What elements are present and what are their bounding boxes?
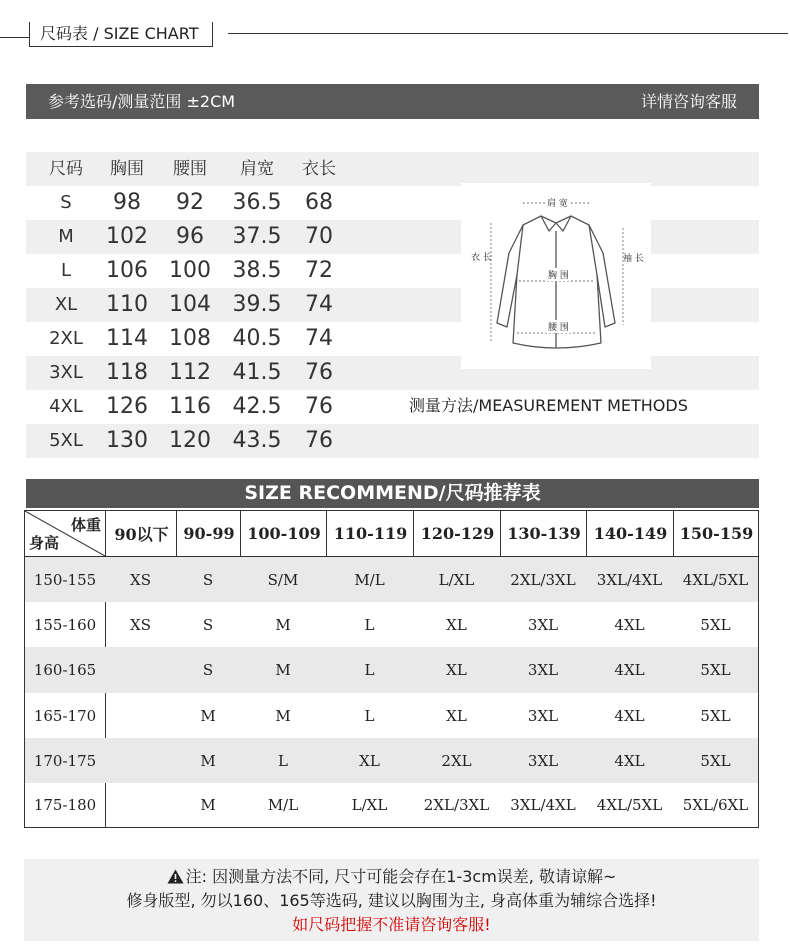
- size-cell: S: [60, 192, 72, 213]
- length-cell: 76: [305, 428, 333, 453]
- size-cell: 3XL/4XL: [510, 796, 576, 814]
- waist-cell: 92: [176, 190, 204, 215]
- size-cell: XL: [446, 615, 467, 634]
- waist-cell: 108: [169, 326, 211, 351]
- size-cell: M: [200, 706, 216, 725]
- size-cell: 3XL: [527, 751, 559, 770]
- height-row: [25, 647, 758, 693]
- waist-cell: 120: [169, 428, 211, 453]
- waist-cell: 104: [169, 292, 211, 317]
- length-cell: 76: [305, 360, 333, 385]
- size-cell: 5XL: [700, 615, 731, 634]
- height-cell: 150-155: [33, 570, 97, 589]
- size-cell: L/XL: [438, 570, 475, 589]
- size-recommend-title: SIZE RECOMMEND/尺码推荐表: [26, 479, 759, 508]
- length-cell: 70: [305, 224, 333, 249]
- size-cell: 2XL/3XL: [510, 570, 576, 589]
- banner-left-text: 参考选码/测量范围 ±2CM: [48, 92, 236, 111]
- size-cell: M: [275, 661, 291, 679]
- size-cell: 3XL: [49, 362, 83, 383]
- size-cell: M: [58, 226, 74, 247]
- length-cell: 74: [305, 292, 333, 317]
- chest-cell: 98: [113, 190, 141, 215]
- measurement-methods-label: 测量方法/MEASUREMENT METHODS: [409, 396, 688, 415]
- size-cell: M: [200, 796, 216, 814]
- weight-header-row: [25, 511, 758, 557]
- size-cell: S/M: [267, 570, 299, 589]
- shirt-measurement-diagram-icon: [461, 183, 651, 369]
- size-cell: M: [275, 706, 291, 725]
- size-cell: S: [202, 570, 214, 589]
- warning-triangle-icon: [167, 869, 184, 888]
- measurement-row: [26, 424, 759, 458]
- waist-cell: 100: [169, 258, 211, 283]
- size-recommend-table: [24, 510, 759, 828]
- size-cell: L: [364, 615, 375, 634]
- waist-label: 腰 围: [546, 320, 571, 333]
- weight-header: 110-119: [326, 511, 414, 556]
- header-chest: 胸围: [110, 159, 144, 179]
- chest-cell: 110: [106, 292, 148, 317]
- note-line-3: 如尺码把握不准请咨询客服!: [292, 915, 491, 934]
- height-row: [25, 693, 758, 738]
- length-label: 衣 长: [471, 253, 492, 263]
- weight-header: 90以下: [105, 511, 177, 556]
- height-row: [25, 783, 758, 827]
- size-cell: 5XL: [49, 430, 83, 451]
- corner-height-label: 身高: [29, 534, 60, 552]
- size-cell: XS: [130, 615, 151, 634]
- size-cell: 5XL: [700, 661, 731, 679]
- chest-label: 胸 围: [546, 268, 571, 281]
- chest-cell: 114: [106, 326, 148, 351]
- length-cell: 72: [305, 258, 333, 283]
- length-cell: 74: [305, 326, 333, 351]
- shoulder-cell: 39.5: [232, 292, 282, 317]
- chest-cell: 126: [106, 394, 148, 419]
- size-cell: L: [60, 260, 72, 281]
- header-shoulder: 肩宽: [240, 159, 274, 179]
- height-row: [25, 557, 758, 602]
- size-cell: [105, 693, 176, 738]
- height-cell: 160-165: [33, 661, 97, 679]
- size-cell: M/L: [354, 570, 385, 589]
- height-row: [25, 602, 758, 647]
- size-cell: 4XL: [614, 706, 645, 725]
- size-cell: 4XL/5XL: [596, 796, 663, 814]
- size-cell: M/L: [267, 796, 299, 814]
- size-cell: 4XL: [614, 615, 645, 634]
- size-cell: L: [364, 706, 375, 725]
- height-cell: 155-160: [33, 615, 97, 634]
- size-cell: 4XL: [614, 661, 645, 679]
- weight-header: 150-159: [673, 511, 759, 556]
- shoulder-cell: 37.5: [232, 224, 282, 249]
- page-title: 尺码表 / SIZE CHART: [29, 22, 213, 47]
- waist-cell: 112: [169, 360, 211, 385]
- size-cell: 3XL: [527, 661, 559, 679]
- size-cell: 4XL: [49, 396, 83, 417]
- waist-cell: 116: [169, 394, 211, 419]
- size-cell: L: [278, 751, 288, 770]
- shoulder-cell: 43.5: [232, 428, 282, 453]
- note-line-2: 修身版型, 勿以160、165等选码, 建议以胸围为主, 身高体重为辅综合选择!: [126, 891, 657, 910]
- chest-cell: 106: [106, 258, 148, 283]
- waist-cell: 96: [176, 224, 204, 249]
- size-cell: XL: [446, 706, 467, 725]
- header-waist: 腰围: [173, 159, 207, 179]
- note-line-1: [24, 864, 759, 888]
- length-cell: 76: [305, 394, 333, 419]
- shoulder-label: 肩 宽: [545, 196, 570, 209]
- sleeve-label: 袖 长: [623, 254, 644, 264]
- chest-cell: 118: [106, 360, 148, 385]
- size-cell: [105, 783, 176, 827]
- weight-header: 120-129: [413, 511, 501, 556]
- size-cell: L/XL: [351, 796, 388, 814]
- size-cell: 2XL: [441, 751, 472, 770]
- shoulder-cell: 42.5: [232, 394, 282, 419]
- shoulder-cell: 41.5: [232, 360, 282, 385]
- title-rule-right: [228, 33, 788, 34]
- size-cell: M: [200, 751, 216, 770]
- size-cell: XL: [359, 751, 380, 770]
- height-cell: 175-180: [33, 796, 97, 814]
- size-cell: 4XL: [614, 751, 645, 770]
- weight-header: 90-99: [176, 511, 241, 556]
- corner-cell: [25, 511, 105, 556]
- header-length: 衣长: [302, 159, 336, 179]
- size-cell: 5XL: [700, 751, 731, 770]
- size-cell: M: [275, 615, 291, 634]
- note-line-1-text: 注: 因测量方法不同, 尺寸可能会存在1-3cm误差, 敬请谅解~: [185, 867, 617, 886]
- chest-cell: 130: [106, 428, 148, 453]
- size-cell: S: [202, 661, 214, 679]
- height-cell: 170-175: [33, 751, 97, 770]
- weight-header: 130-139: [500, 511, 587, 556]
- shoulder-cell: 36.5: [232, 190, 282, 215]
- size-cell: 3XL: [527, 615, 559, 634]
- size-cell: 2XL/3XL: [423, 796, 490, 814]
- chest-cell: 102: [106, 224, 148, 249]
- size-cell: 2XL: [49, 328, 83, 349]
- height-row: [25, 738, 758, 783]
- size-cell: XS: [130, 570, 151, 589]
- size-cell: L: [364, 661, 375, 679]
- weight-header: 140-149: [586, 511, 674, 556]
- notes-panel: [24, 859, 759, 941]
- weight-header: 100-109: [240, 511, 327, 556]
- length-cell: 68: [305, 190, 333, 215]
- size-cell: S: [202, 615, 214, 634]
- corner-weight-label: 体重: [70, 516, 101, 534]
- size-cell: XL: [446, 661, 467, 679]
- size-cell: 5XL/6XL: [682, 796, 749, 814]
- size-cell: 4XL/5XL: [682, 570, 749, 589]
- header-size: 尺码: [49, 159, 83, 179]
- size-cell: [105, 738, 176, 783]
- measurement-banner: [26, 84, 759, 119]
- banner-right-text: 详情咨询客服: [640, 92, 737, 111]
- size-cell: [105, 647, 176, 693]
- size-cell: 3XL: [527, 706, 559, 725]
- size-cell: 5XL: [700, 706, 731, 725]
- shoulder-cell: 38.5: [232, 258, 282, 283]
- size-cell: 3XL/4XL: [596, 570, 663, 589]
- shoulder-cell: 40.5: [232, 326, 282, 351]
- size-cell: XL: [54, 294, 78, 315]
- height-cell: 165-170: [33, 706, 97, 725]
- title-rule-left: [0, 37, 30, 38]
- measurement-header-row: [26, 152, 759, 186]
